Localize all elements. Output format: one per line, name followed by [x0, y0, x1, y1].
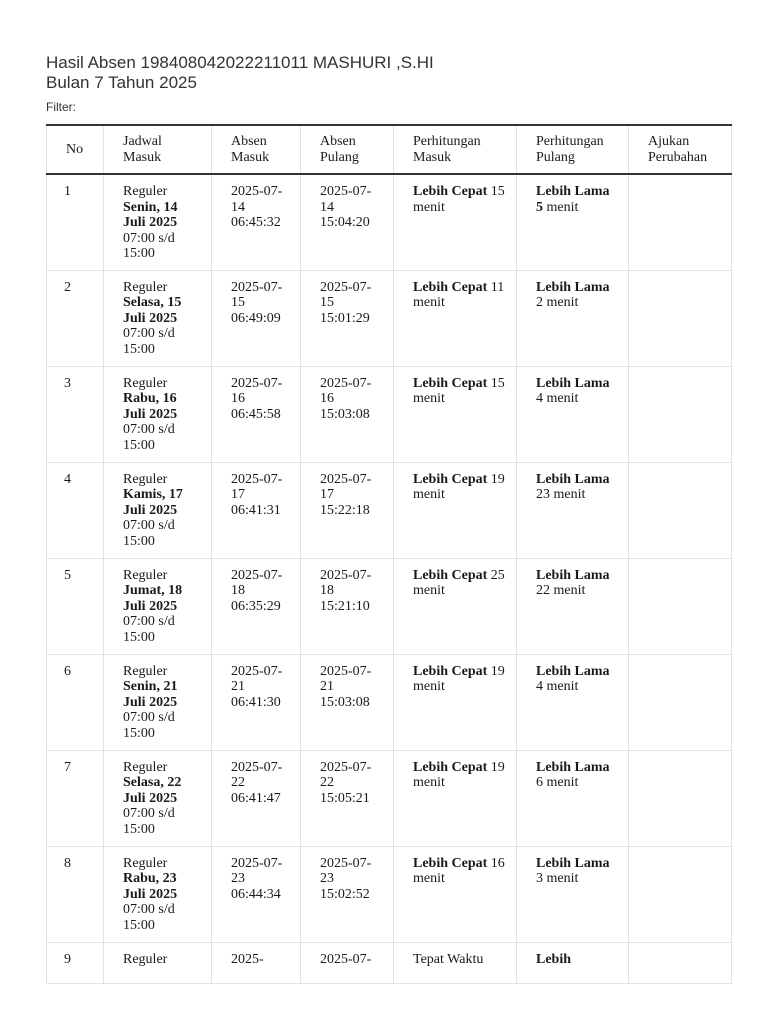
perhitungan-masuk-status: Lebih Cepat	[413, 279, 488, 295]
column-header-no: No	[47, 125, 104, 174]
jadwal-masuk-cell	[104, 462, 212, 558]
perhitungan-masuk-detail: Tepat Waktu	[413, 951, 484, 967]
jadwal-type: Reguler	[123, 184, 168, 199]
ajukan-perubahan-cell[interactable]	[629, 846, 732, 942]
perhitungan-pulang-detail: 4 menit	[536, 679, 579, 694]
ajukan-perubahan-cell[interactable]	[629, 654, 732, 750]
absen-pulang-cell: 2025-07-17 15:22:18	[301, 462, 394, 558]
perhitungan-masuk-status: Lebih Cepat	[413, 855, 488, 871]
jadwal-time: 07:00 s/d 15:00	[123, 806, 175, 837]
jadwal-masuk-cell	[104, 270, 212, 366]
ajukan-perubahan-cell[interactable]	[629, 942, 732, 983]
perhitungan-masuk-status: Lebih Cepat	[413, 759, 488, 775]
jadwal-type: Reguler	[123, 951, 168, 967]
perhitungan-masuk-cell	[394, 846, 517, 942]
perhitungan-masuk-cell	[394, 654, 517, 750]
perhitungan-pulang-detail: 23 menit	[536, 487, 586, 502]
absen-pulang-cell: 2025-07-18 15:21:10	[301, 558, 394, 654]
jadwal-date: Rabu, 16 Juli 2025	[123, 391, 178, 422]
perhitungan-masuk-cell	[394, 942, 517, 983]
jadwal-type: Reguler	[123, 279, 168, 295]
perhitungan-pulang-status: Lebih Lama	[536, 567, 610, 583]
absen-masuk-cell: 2025-07-14 06:45:32	[212, 174, 301, 270]
jadwal-time: 07:00 s/d 15:00	[123, 902, 175, 933]
perhitungan-pulang-cell	[517, 174, 629, 270]
absen-pulang-cell: 2025-07-16 15:03:08	[301, 366, 394, 462]
table-row	[47, 942, 732, 983]
absen-pulang-cell: 2025-07-21 15:03:08	[301, 654, 394, 750]
absen-pulang-cell: 2025-07-	[301, 942, 394, 983]
jadwal-masuk-cell	[104, 654, 212, 750]
perhitungan-masuk-detail: 19 menit	[413, 663, 505, 694]
column-header-perhitungan-pulang: Perhitungan Pulang	[517, 125, 629, 174]
perhitungan-pulang-detail: 3 menit	[536, 871, 579, 886]
perhitungan-pulang-detail: 6 menit	[536, 775, 579, 790]
perhitungan-masuk-status: Lebih Cepat	[413, 567, 488, 583]
absen-pulang-cell: 2025-07-23 15:02:52	[301, 846, 394, 942]
perhitungan-masuk-cell	[394, 174, 517, 270]
absen-pulang-cell: 2025-07-22 15:05:21	[301, 750, 394, 846]
jadwal-type: Reguler	[123, 855, 168, 871]
jadwal-date: Rabu, 23 Juli 2025	[123, 871, 178, 902]
perhitungan-masuk-detail: 15 menit	[413, 375, 505, 406]
absen-pulang-cell: 2025-07-15 15:01:29	[301, 270, 394, 366]
ajukan-perubahan-cell[interactable]	[629, 366, 732, 462]
row-number: 6	[47, 654, 104, 750]
perhitungan-pulang-detail: 22 menit	[536, 583, 586, 598]
jadwal-masuk-cell	[104, 846, 212, 942]
jadwal-date: Kamis, 17 Juli 2025	[123, 487, 183, 518]
perhitungan-masuk-detail: 16 menit	[413, 855, 505, 886]
perhitungan-masuk-status: Lebih Cepat	[413, 471, 488, 487]
column-header-absen-masuk: Absen Masuk	[212, 125, 301, 174]
jadwal-type: Reguler	[123, 375, 168, 391]
perhitungan-masuk-detail: 19 menit	[413, 471, 505, 502]
jadwal-time: 07:00 s/d 15:00	[123, 422, 175, 453]
jadwal-date: Selasa, 22 Juli 2025	[123, 775, 182, 806]
report-title: Hasil Absen 198408042022211011 MASHURI ,S.HI	[46, 53, 434, 72]
report-period: Bulan 7 Tahun 2025	[46, 73, 197, 92]
jadwal-date: Senin, 21 Juli 2025	[123, 679, 178, 710]
table-row	[47, 846, 732, 942]
absen-pulang-cell: 2025-07-14 15:04:20	[301, 174, 394, 270]
row-number: 3	[47, 366, 104, 462]
absen-masuk-cell: 2025-07-22 06:41:47	[212, 750, 301, 846]
perhitungan-masuk-detail: 11 menit	[413, 279, 505, 310]
perhitungan-pulang-status: Lebih Lama	[536, 471, 610, 487]
absen-masuk-cell: 2025-07-16 06:45:58	[212, 366, 301, 462]
perhitungan-pulang-cell	[517, 750, 629, 846]
perhitungan-masuk-cell	[394, 366, 517, 462]
jadwal-masuk-cell	[104, 174, 212, 270]
ajukan-perubahan-cell[interactable]	[629, 174, 732, 270]
jadwal-type: Reguler	[123, 471, 168, 487]
perhitungan-pulang-detail: menit	[543, 199, 579, 215]
perhitungan-pulang-status: Lebih	[536, 951, 572, 967]
row-number: 5	[47, 558, 104, 654]
column-header-jadwal-masuk: Jadwal Masuk	[104, 125, 212, 174]
perhitungan-masuk-detail: 15 menit	[413, 184, 505, 215]
attendance-table	[46, 124, 732, 984]
perhitungan-masuk-status: Lebih Cepat	[413, 375, 488, 391]
perhitungan-masuk-detail: 19 menit	[413, 759, 505, 790]
jadwal-time: 07:00 s/d 15:00	[123, 230, 175, 261]
absen-masuk-cell: 2025-07-23 06:44:34	[212, 846, 301, 942]
column-header-absen-pulang: Absen Pulang	[301, 125, 394, 174]
absen-masuk-cell: 2025-07-17 06:41:31	[212, 462, 301, 558]
jadwal-type: Reguler	[123, 759, 168, 775]
perhitungan-pulang-status: Lebih Lama	[536, 759, 610, 775]
table-row	[47, 366, 732, 462]
perhitungan-pulang-cell	[517, 846, 629, 942]
jadwal-time: 07:00 s/d 15:00	[123, 614, 175, 645]
perhitungan-pulang-cell	[517, 654, 629, 750]
jadwal-date: Selasa, 15 Juli 2025	[123, 295, 182, 326]
jadwal-time: 07:00 s/d 15:00	[123, 326, 175, 357]
table-row	[47, 270, 732, 366]
column-header-perhitungan-masuk: Perhitungan Masuk	[394, 125, 517, 174]
jadwal-masuk-cell	[104, 942, 212, 983]
row-number: 7	[47, 750, 104, 846]
perhitungan-pulang-status: Lebih Lama	[536, 663, 610, 679]
perhitungan-pulang-status: Lebih Lama	[536, 855, 610, 871]
table-row	[47, 174, 732, 270]
jadwal-time: 07:00 s/d 15:00	[123, 518, 175, 549]
table-header-row	[47, 125, 732, 174]
perhitungan-masuk-status: Lebih Cepat	[413, 663, 488, 679]
ajukan-perubahan-cell[interactable]	[629, 558, 732, 654]
absen-masuk-cell: 2025-	[212, 942, 301, 983]
jadwal-date: Senin, 14 Juli 2025	[123, 199, 178, 230]
ajukan-perubahan-cell[interactable]	[629, 750, 732, 846]
row-number: 4	[47, 462, 104, 558]
jadwal-masuk-cell	[104, 366, 212, 462]
table-row	[47, 462, 732, 558]
filter-label: Filter:	[46, 100, 76, 114]
report-header	[46, 53, 434, 93]
perhitungan-pulang-cell	[517, 558, 629, 654]
absen-masuk-cell: 2025-07-18 06:35:29	[212, 558, 301, 654]
column-header-ajukan-perubahan: Ajukan Perubahan	[629, 125, 732, 174]
perhitungan-pulang-cell	[517, 462, 629, 558]
ajukan-perubahan-cell[interactable]	[629, 270, 732, 366]
absen-masuk-cell: 2025-07-21 06:41:30	[212, 654, 301, 750]
perhitungan-pulang-cell	[517, 942, 629, 983]
perhitungan-masuk-cell	[394, 750, 517, 846]
row-number: 8	[47, 846, 104, 942]
perhitungan-pulang-cell	[517, 270, 629, 366]
row-number: 1	[47, 174, 104, 270]
absen-masuk-cell: 2025-07-15 06:49:09	[212, 270, 301, 366]
table-row	[47, 654, 732, 750]
perhitungan-pulang-status: Lebih Lama	[536, 279, 610, 295]
perhitungan-masuk-detail: 25 menit	[413, 567, 505, 598]
jadwal-time: 07:00 s/d 15:00	[123, 710, 175, 741]
table-row	[47, 750, 732, 846]
perhitungan-pulang-detail: 4 menit	[536, 391, 579, 406]
perhitungan-pulang-status: Lebih Lama	[536, 375, 610, 391]
jadwal-masuk-cell	[104, 750, 212, 846]
jadwal-type: Reguler	[123, 567, 168, 583]
perhitungan-pulang-cell	[517, 366, 629, 462]
perhitungan-pulang-status: Lebih Lama 5	[536, 184, 610, 215]
row-number: 9	[47, 942, 104, 983]
jadwal-type: Reguler	[123, 663, 168, 679]
perhitungan-masuk-cell	[394, 462, 517, 558]
table-row	[47, 558, 732, 654]
jadwal-date: Jumat, 18 Juli 2025	[123, 583, 183, 614]
perhitungan-masuk-cell	[394, 558, 517, 654]
perhitungan-pulang-detail: 2 menit	[536, 295, 579, 310]
perhitungan-masuk-cell	[394, 270, 517, 366]
perhitungan-masuk-status: Lebih Cepat	[413, 184, 488, 199]
row-number: 2	[47, 270, 104, 366]
jadwal-masuk-cell	[104, 558, 212, 654]
ajukan-perubahan-cell[interactable]	[629, 462, 732, 558]
